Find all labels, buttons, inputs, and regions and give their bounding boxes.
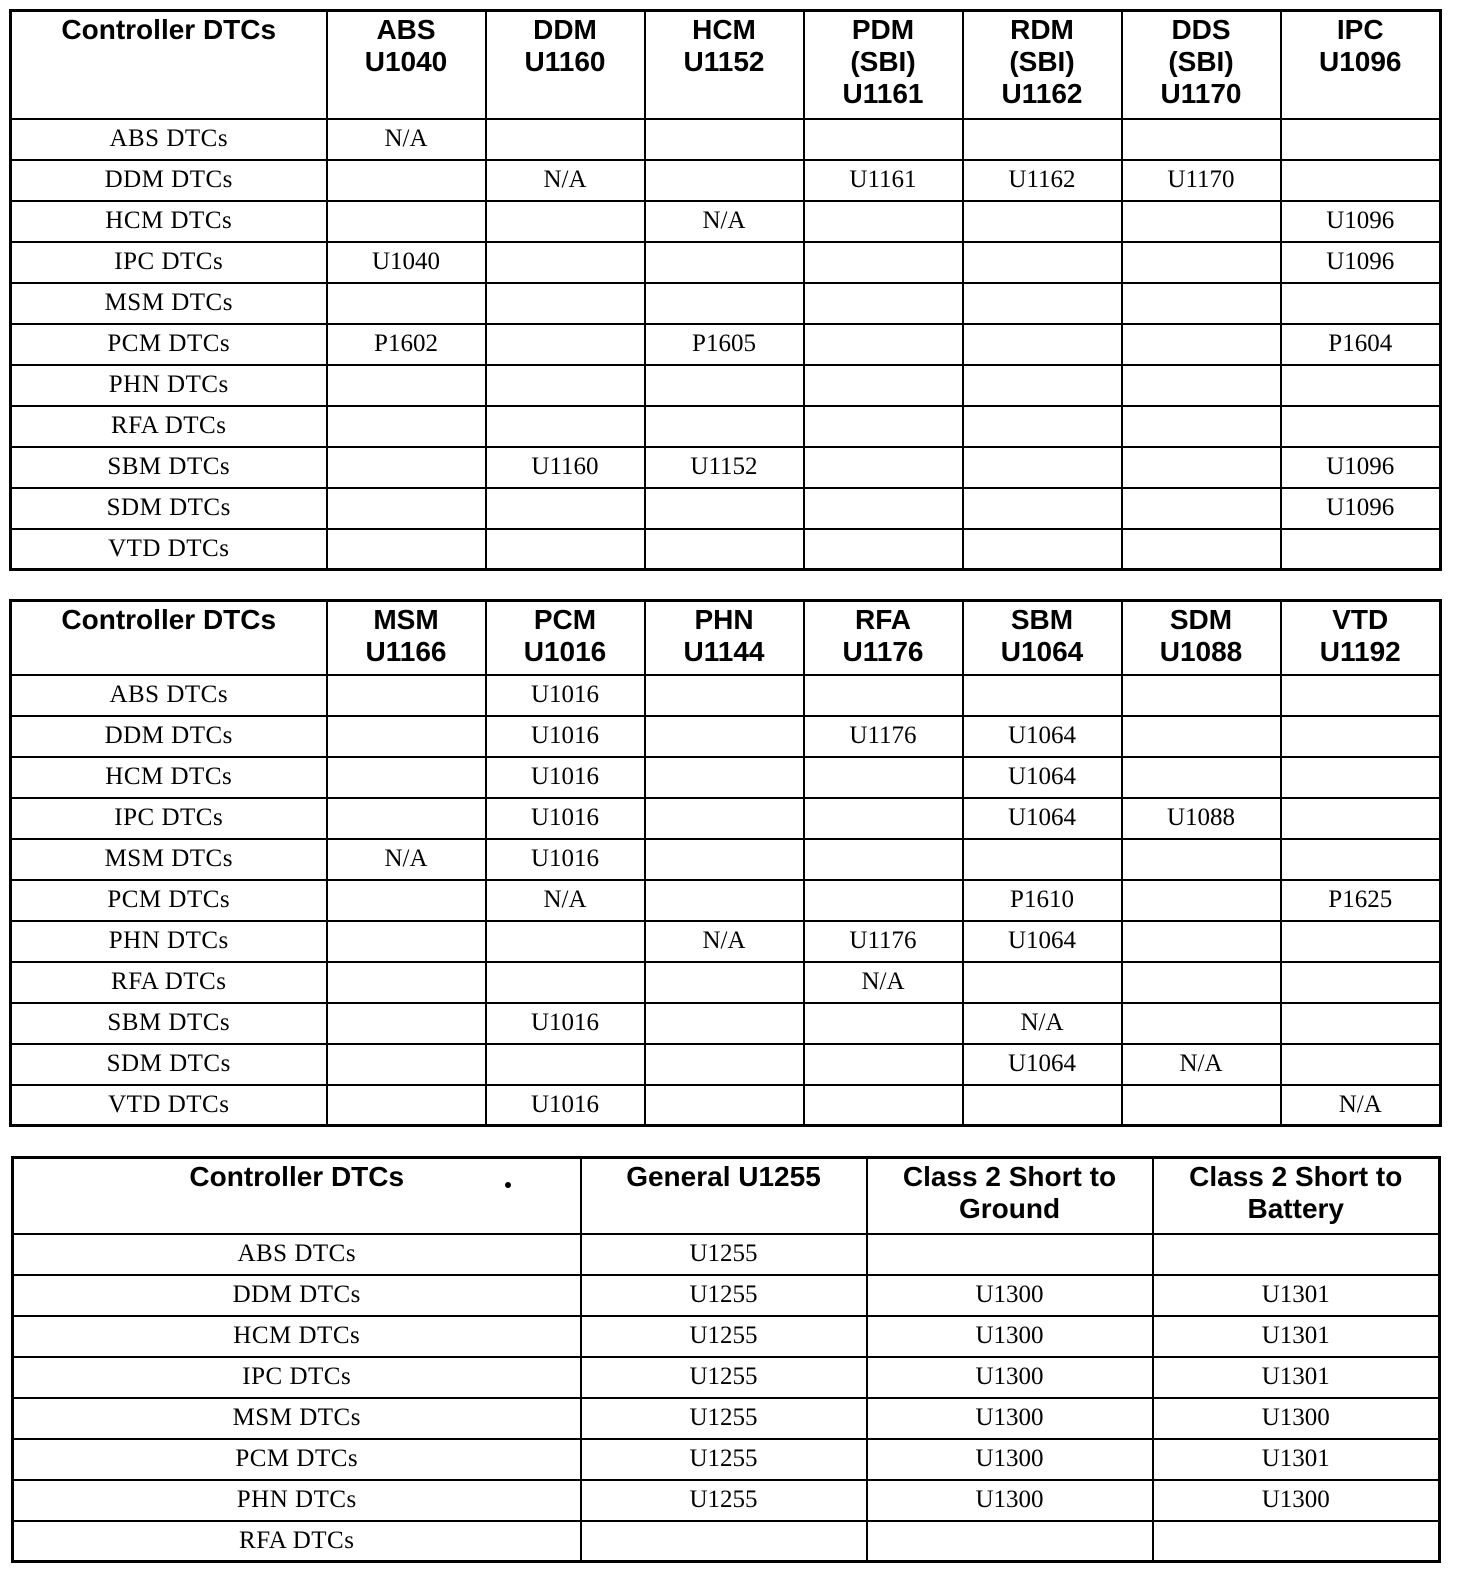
table-cell: U1040 [327,242,486,283]
table-cell: U1016 [486,1085,645,1126]
row-label: SBM DTCs [11,447,327,488]
row-label: MSM DTCs [11,839,327,880]
table-cell [486,242,645,283]
header-row [11,601,1441,675]
table-cell: P1604 [1281,324,1441,365]
table-cell: U1096 [1281,201,1441,242]
table-cell [1122,921,1281,962]
table-cell: U1016 [486,675,645,716]
table-row [11,1044,1441,1085]
table-cell [327,1085,486,1126]
row-label: IPC DTCs [13,1357,581,1398]
table-cell: U1096 [1281,447,1441,488]
table-cell [327,1044,486,1085]
table-cell: U1064 [963,798,1122,839]
table-cell [645,529,804,570]
col-header: RFA U1176 [804,601,963,675]
table-cell [1122,488,1281,529]
row-label: PCM DTCs [11,324,327,365]
table-cell: U1016 [486,798,645,839]
table-cell: U1300 [867,1357,1153,1398]
table-cell [645,283,804,324]
table-cell [804,488,963,529]
table-cell: U1176 [804,716,963,757]
row-label: DDM DTCs [11,160,327,201]
table-cell: N/A [963,1003,1122,1044]
table-cell: U1301 [1153,1439,1440,1480]
table-cell [327,716,486,757]
table-cell [963,119,1122,160]
table-row [13,1398,1440,1439]
table-cell [804,757,963,798]
table-cell [645,488,804,529]
col-header: ABS U1040 [327,11,486,119]
table-cell: U1255 [581,1480,867,1521]
col-header: VTD U1192 [1281,601,1441,675]
table-cell [804,839,963,880]
table-cell [963,839,1122,880]
table-cell [963,406,1122,447]
col-header: PDM (SBI) U1161 [804,11,963,119]
row-label: ABS DTCs [11,675,327,716]
table-row [13,1439,1440,1480]
table-cell [1281,716,1441,757]
table-cell: U1016 [486,757,645,798]
table-row [11,880,1441,921]
table-cell: U1255 [581,1275,867,1316]
row-label: ABS DTCs [13,1234,581,1275]
table-row [11,119,1441,160]
table-cell [1122,880,1281,921]
table-cell [645,1003,804,1044]
table-cell: U1300 [867,1316,1153,1357]
table-cell [327,529,486,570]
table-cell [327,757,486,798]
table-cell [645,1044,804,1085]
table-cell [804,119,963,160]
row-label: SBM DTCs [11,1003,327,1044]
table-cell [327,406,486,447]
table-cell [963,365,1122,406]
table-cell [963,675,1122,716]
table-cell: U1016 [486,839,645,880]
row-label: PCM DTCs [11,880,327,921]
row-label: PCM DTCs [13,1439,581,1480]
col-header: IPC U1096 [1281,11,1441,119]
table-cell: N/A [1281,1085,1441,1126]
row-label: HCM DTCs [11,201,327,242]
col-header: RDM (SBI) U1162 [963,11,1122,119]
col-header: MSM U1166 [327,601,486,675]
table-cell: N/A [327,839,486,880]
table-cell: U1301 [1153,1316,1440,1357]
table-cell [486,201,645,242]
table-cell [804,242,963,283]
table-cell [804,283,963,324]
table-row [11,201,1441,242]
table-cell: U1301 [1153,1275,1440,1316]
table-cell [1281,1003,1441,1044]
dtc-table-3 [11,1156,1441,1563]
table-row [11,324,1441,365]
table-row [11,406,1441,447]
table-cell [486,962,645,1003]
table-cell [804,1085,963,1126]
table-cell [1281,757,1441,798]
col-header: Class 2 Short to Ground [867,1158,1153,1234]
table-row [11,675,1441,716]
table-cell [486,283,645,324]
table-cell [804,1044,963,1085]
table-cell [804,201,963,242]
table-cell [963,283,1122,324]
row-label: SDM DTCs [11,488,327,529]
table-cell [1122,119,1281,160]
table-cell [1153,1234,1440,1275]
table-cell [1122,1085,1281,1126]
table-cell [645,716,804,757]
table-cell [867,1521,1153,1562]
table-row [11,921,1441,962]
table-cell [327,798,486,839]
table-cell [645,1085,804,1126]
table-cell [327,962,486,1003]
table-cell [581,1521,867,1562]
table-cell: U1064 [963,1044,1122,1085]
row-label: DDM DTCs [13,1275,581,1316]
table-cell [327,675,486,716]
table-row [11,716,1441,757]
table-cell: U1300 [867,1480,1153,1521]
table-row [13,1234,1440,1275]
table-row [11,1003,1441,1044]
table-cell: U1016 [486,716,645,757]
table-cell: U1300 [867,1398,1153,1439]
dtc-table-2 [9,599,1442,1127]
table-row [11,757,1441,798]
table-cell [1122,757,1281,798]
table-row [13,1357,1440,1398]
row-label: PHN DTCs [11,921,327,962]
table-row [11,283,1441,324]
table-cell [486,406,645,447]
table-cell [963,962,1122,1003]
table-cell: U1096 [1281,242,1441,283]
col-header: PHN U1144 [645,601,804,675]
table-cell: U1064 [963,716,1122,757]
col-header: SDM U1088 [1122,601,1281,675]
table-cell [327,283,486,324]
table-cell [804,324,963,365]
table-cell [1153,1521,1440,1562]
table-cell [1281,839,1441,880]
col-header: DDS (SBI) U1170 [1122,11,1281,119]
row-label: IPC DTCs [11,798,327,839]
row-label: HCM DTCs [13,1316,581,1357]
table-cell [1122,365,1281,406]
row-label: RFA DTCs [11,406,327,447]
table-cell: N/A [1122,1044,1281,1085]
table-cell [486,324,645,365]
row-label: DDM DTCs [11,716,327,757]
table-cell [1122,716,1281,757]
table-cell [645,119,804,160]
table-cell [963,488,1122,529]
table-row [13,1275,1440,1316]
table-cell [645,880,804,921]
table-cell [645,406,804,447]
table-cell [1281,798,1441,839]
table-cell [1122,283,1281,324]
table-cell: U1255 [581,1316,867,1357]
table-cell: U1088 [1122,798,1281,839]
table-row [13,1480,1440,1521]
table-cell [645,962,804,1003]
table-row [11,1085,1441,1126]
corner-header: Controller DTCs [11,601,327,675]
table-cell: U1161 [804,160,963,201]
table-row [11,529,1441,570]
table-cell [963,324,1122,365]
table-cell: P1605 [645,324,804,365]
table-cell [327,160,486,201]
table-cell [645,798,804,839]
table-cell [645,757,804,798]
table-cell: N/A [486,880,645,921]
table-cell: P1610 [963,880,1122,921]
row-label: HCM DTCs [11,757,327,798]
row-label: PHN DTCs [13,1480,581,1521]
table-cell [1122,324,1281,365]
table-cell [963,242,1122,283]
table-cell: U1300 [867,1439,1153,1480]
table-cell [327,921,486,962]
table-cell: N/A [486,160,645,201]
table-cell [1281,921,1441,962]
table-cell: N/A [645,921,804,962]
table-cell [327,447,486,488]
table-cell [645,242,804,283]
col-header: General U1255 [581,1158,867,1234]
table-cell: U1300 [867,1275,1153,1316]
table-cell [1281,160,1441,201]
table-cell: N/A [327,119,486,160]
row-label: RFA DTCs [13,1521,581,1562]
stray-dot [505,1182,511,1188]
table-cell [327,1003,486,1044]
table-row [11,447,1441,488]
row-label: VTD DTCs [11,1085,327,1126]
table-cell [327,201,486,242]
row-label: RFA DTCs [11,962,327,1003]
table-cell [963,1085,1122,1126]
table-cell: U1300 [1153,1480,1440,1521]
table-cell [963,529,1122,570]
table-cell [1122,962,1281,1003]
table-cell [867,1234,1153,1275]
table-cell [645,160,804,201]
table-cell [804,447,963,488]
table-cell: U1152 [645,447,804,488]
table-row [13,1316,1440,1357]
table-cell [804,365,963,406]
table-cell [1122,242,1281,283]
col-header: Class 2 Short to Battery [1153,1158,1440,1234]
corner-header: Controller DTCs [13,1158,581,1234]
row-label: MSM DTCs [13,1398,581,1439]
table-cell [804,1003,963,1044]
table-cell: P1602 [327,324,486,365]
table-row [11,962,1441,1003]
col-header: DDM U1160 [486,11,645,119]
table-cell [645,675,804,716]
table-cell [486,921,645,962]
table-cell: U1300 [1153,1398,1440,1439]
table-cell: P1625 [1281,880,1441,921]
table-cell [486,119,645,160]
table-cell: U1255 [581,1357,867,1398]
table-cell [486,488,645,529]
table-cell [1122,447,1281,488]
table-cell [1281,283,1441,324]
table-cell: U1096 [1281,488,1441,529]
table-cell [1281,529,1441,570]
table-cell [1281,119,1441,160]
table-cell: U1255 [581,1398,867,1439]
table-cell [1122,201,1281,242]
table-cell: U1176 [804,921,963,962]
table-cell [1281,365,1441,406]
row-label: PHN DTCs [11,365,327,406]
table-cell: U1160 [486,447,645,488]
col-header: HCM U1152 [645,11,804,119]
table-cell [327,488,486,529]
table-cell: N/A [804,962,963,1003]
table-cell [963,447,1122,488]
table-cell [804,529,963,570]
table-row [11,160,1441,201]
col-header: PCM U1016 [486,601,645,675]
table-row [11,242,1441,283]
corner-header: Controller DTCs [11,11,327,119]
row-label: SDM DTCs [11,1044,327,1085]
table-cell: U1016 [486,1003,645,1044]
table-cell [486,1044,645,1085]
table-cell [1122,529,1281,570]
header-row [13,1158,1440,1234]
table-cell: U1064 [963,757,1122,798]
row-label: MSM DTCs [11,283,327,324]
table-cell: N/A [645,201,804,242]
row-label: IPC DTCs [11,242,327,283]
table-cell [1281,406,1441,447]
table-cell: U1064 [963,921,1122,962]
table-cell [1122,839,1281,880]
table-cell [804,406,963,447]
table-cell [645,365,804,406]
table-cell: U1255 [581,1234,867,1275]
table-cell [1122,675,1281,716]
table-cell [486,529,645,570]
table-cell: U1162 [963,160,1122,201]
table-cell [1281,962,1441,1003]
dtc-table-1 [9,9,1442,571]
col-header: SBM U1064 [963,601,1122,675]
row-label: VTD DTCs [11,529,327,570]
table-cell [1122,406,1281,447]
table-row [11,798,1441,839]
table-cell [1281,1044,1441,1085]
table-cell: U1301 [1153,1357,1440,1398]
table-cell [327,880,486,921]
table-row [11,839,1441,880]
table-cell [1122,1003,1281,1044]
table-row [11,365,1441,406]
table-cell [804,675,963,716]
table-cell: U1255 [581,1439,867,1480]
table-row [11,488,1441,529]
table-cell: U1170 [1122,160,1281,201]
table-row [13,1521,1440,1562]
table-cell [327,365,486,406]
table-cell [645,839,804,880]
table-cell [804,798,963,839]
table-cell [1281,675,1441,716]
table-cell [963,201,1122,242]
table-cell [804,880,963,921]
header-row [11,11,1441,119]
row-label: ABS DTCs [11,119,327,160]
table-cell [486,365,645,406]
